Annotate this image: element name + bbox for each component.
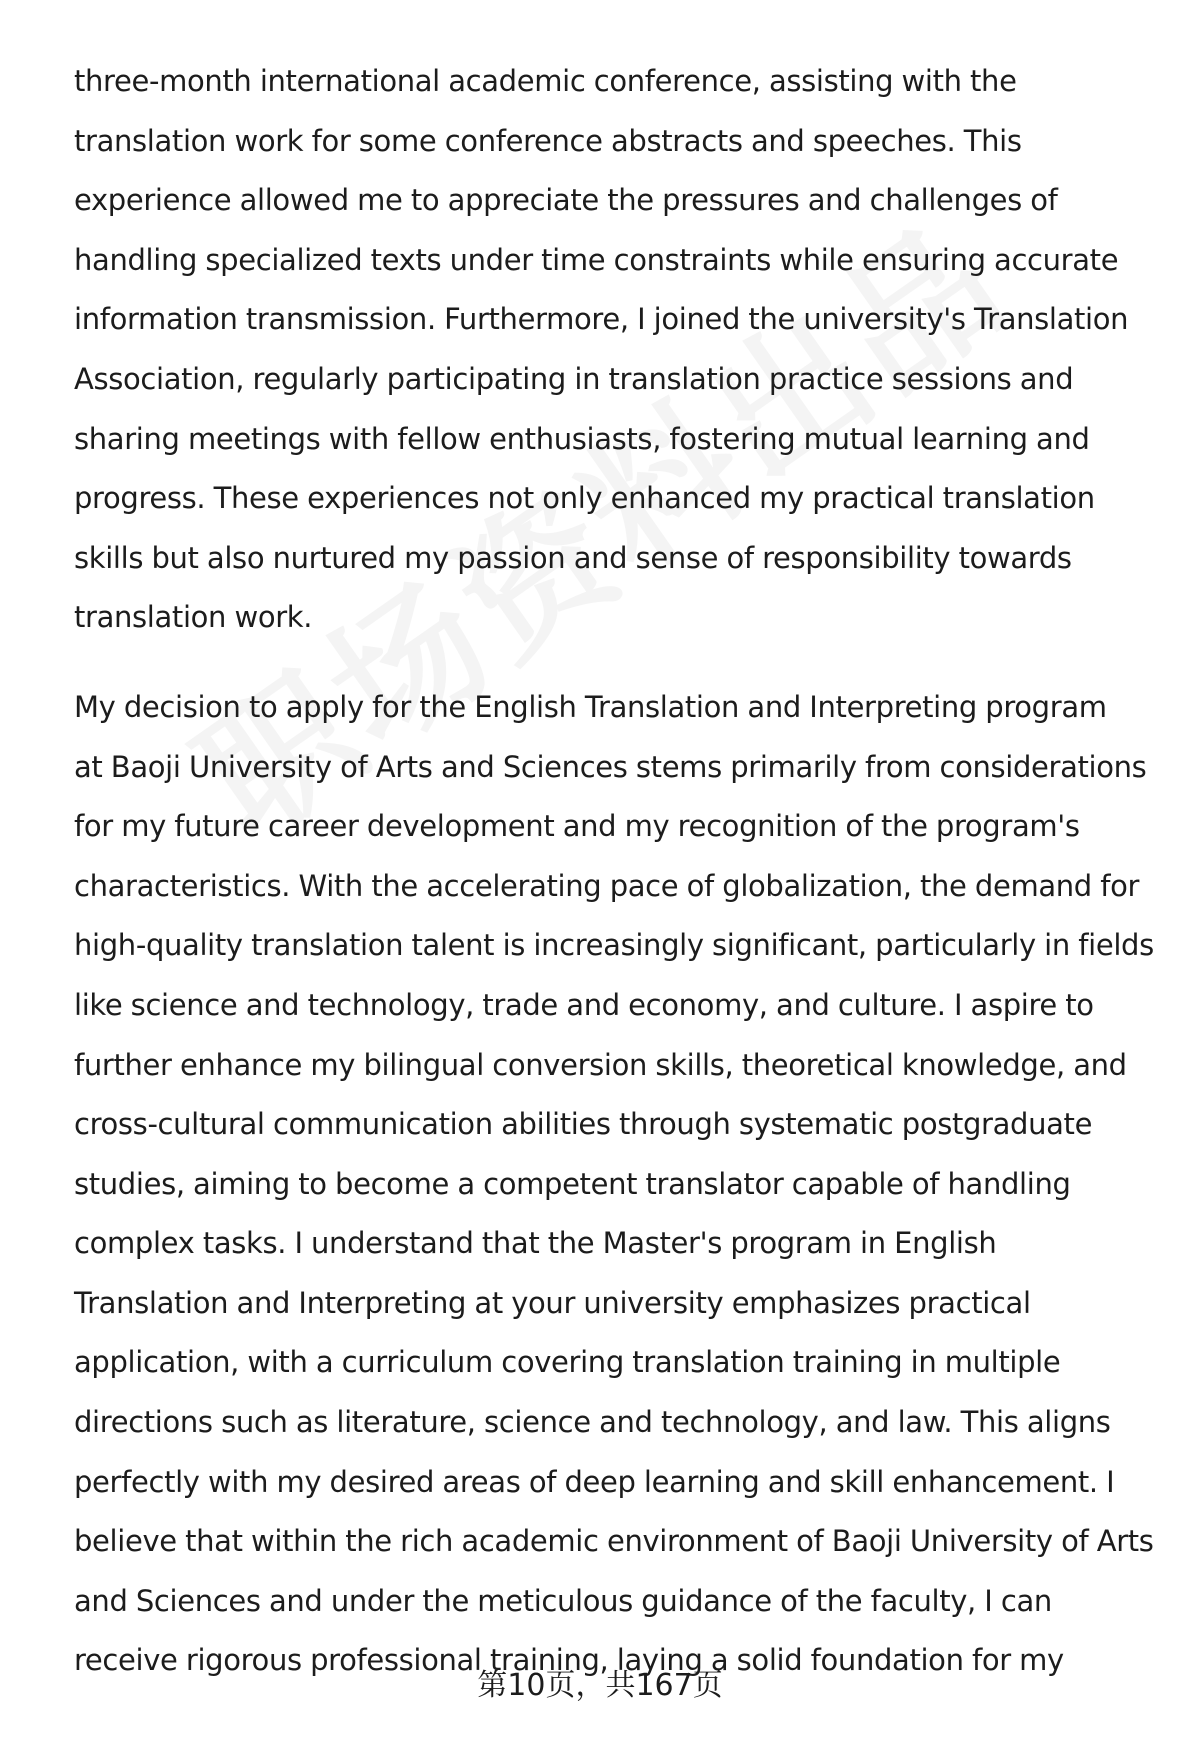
text-line: translation work. <box>74 600 313 635</box>
text-line: high-quality translation talent is increasingly significant, particularly in fields <box>74 928 1154 963</box>
text-line: complex tasks. I understand that the Master's program in English <box>74 1226 997 1261</box>
text-line: three-month international academic conference, assisting with the <box>74 64 1017 98</box>
text-line: experience allowed me to appreciate the pressures and challenges of <box>74 183 1058 218</box>
text-line: sharing meetings with fellow enthusiasts, fostering mutual learning and <box>74 421 1090 456</box>
text-line: progress. These experiences not only enhanced my practical translation <box>74 481 1095 516</box>
text-line: My decision to apply for the English Translation and Interpreting program <box>74 689 1107 724</box>
text-line: application, with a curriculum covering translation training in multiple <box>74 1345 1061 1380</box>
text-line: skills but also nurtured my passion and sense of responsibility towards <box>74 540 1072 575</box>
text-line: studies, aiming to become a competent translator capable of handling <box>74 1166 1071 1201</box>
text-line: information transmission. Furthermore, I joined the university's Translation <box>74 302 1129 337</box>
text-line: receive rigorous professional training, laying a solid foundation for my <box>74 1643 1064 1678</box>
text-line: further enhance my bilingual conversion skills, theoretical knowledge, and <box>74 1047 1127 1082</box>
text-line: perfectly with my desired areas of deep learning and skill enhancement. I <box>74 1464 1115 1499</box>
text-line: for my future career development and my recognition of the program's <box>74 809 1080 844</box>
text-line: Translation and Interpreting at your university emphasizes practical <box>74 1285 1031 1320</box>
text-line: characteristics. With the accelerating pace of globalization, the demand for <box>74 868 1140 903</box>
text-line: at Baoji University of Arts and Sciences stems primarily from considerations <box>74 749 1147 784</box>
text-line: believe that within the rich academic environment of Baoji University of Arts <box>74 1524 1154 1559</box>
text-line: directions such as literature, science and technology, and law. This aligns <box>74 1405 1111 1440</box>
text-line: like science and technology, trade and economy, and culture. I aspire to <box>74 987 1094 1022</box>
paragraph <box>74 52 1164 648</box>
paragraph <box>74 678 1164 1691</box>
text-line: translation work for some conference abstracts and speeches. This <box>74 123 1022 158</box>
page-number: 第10页，共167页 <box>477 1668 723 1703</box>
document-body <box>74 52 1164 1691</box>
text-line: Association, regularly participating in translation practice sessions and <box>74 361 1074 396</box>
text-line: and Sciences and under the meticulous guidance of the faculty, I can <box>74 1583 1052 1618</box>
text-line: cross-cultural communication abilities through systematic postgraduate <box>74 1107 1093 1142</box>
text-line: handling specialized texts under time constraints while ensuring accurate <box>74 242 1119 277</box>
